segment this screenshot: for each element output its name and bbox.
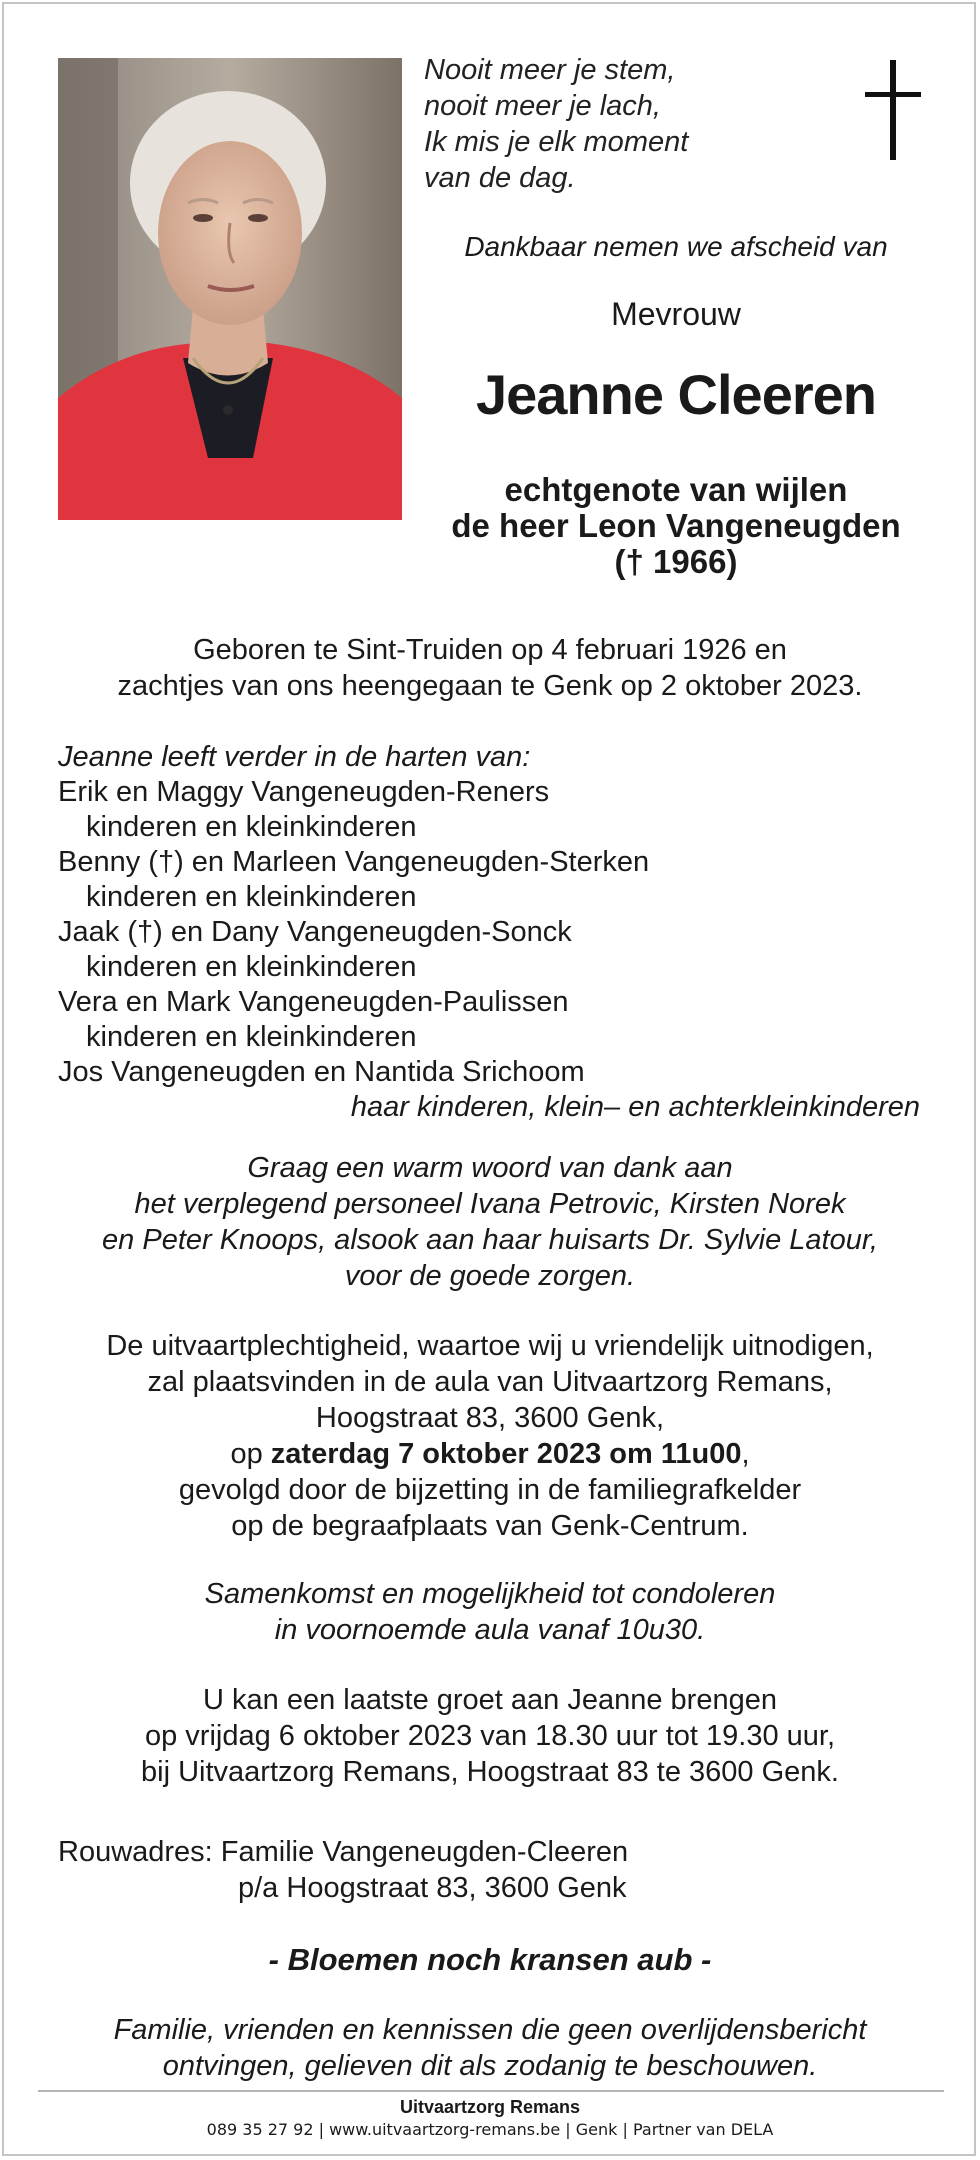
deceased-name: Jeanne Cleeren (476, 363, 876, 426)
poem-line: nooit meer je lach, (424, 90, 661, 122)
greeting-line: bij Uitvaartzorg Remans, Hoogstraat 83 te 3600 Genk. (141, 1756, 839, 1788)
spouse-line: echtgenote van wijlen (504, 471, 848, 508)
notice-paragraph (40, 2012, 940, 2084)
family-list (58, 740, 938, 1125)
ceremony-date-suffix: , (741, 1438, 750, 1470)
ceremony-line: op de begraafplaats van Genk-Centrum. (231, 1510, 749, 1542)
family-entry: Benny (†) en Marleen Vangeneugden-Sterken (58, 846, 650, 878)
poem-line: Ik mis je elk moment (424, 126, 689, 158)
footer-divider (38, 2090, 944, 2092)
thanks-line: en Peter Knoops, alsook aan haar huisarts Dr. Sylvie Latour, (102, 1224, 878, 1256)
poem-line: van de dag. (424, 162, 576, 194)
family-entry-sub: kinderen en kleinkinderen (86, 811, 417, 843)
poem (424, 52, 804, 196)
family-entry: Vera en Mark Vangeneugden-Paulissen (58, 986, 569, 1018)
ceremony-line: gevolgd door de bijzetting in de familiegrafkelder (178, 1474, 802, 1506)
family-entry-sub: kinderen en kleinkinderen (86, 951, 417, 983)
poem-line: Nooit meer je stem, (424, 54, 676, 86)
title-word: Mevrouw (611, 296, 741, 332)
family-closing: haar kinderen, klein– en achterkleinkinderen (350, 1091, 920, 1123)
birth-death-info (40, 632, 940, 704)
address-line: p/a Hoogstraat 83, 3600 Genk (238, 1872, 627, 1904)
ceremony-line: Hoogstraat 83, 3600 Genk, (315, 1402, 665, 1434)
thanks-line: Graag een warm woord van dank aan (247, 1152, 733, 1184)
spouse-line: de heer Leon Vangeneugden (451, 507, 901, 544)
notice-line: ontvingen, gelieven dit als zodanig te beschouwen. (162, 2050, 818, 2082)
footer-contact-info: 089 35 27 92 | www.uitvaartzorg-remans.be | Genk | Partner van DELA (206, 2120, 774, 2139)
family-entry: Jos Vangeneugden en Nantida Srichoom (58, 1056, 585, 1088)
ceremony-date-line (40, 1436, 940, 1472)
footer-company-name: Uitvaartzorg Remans (399, 2097, 581, 2117)
mourning-address (58, 1834, 628, 1906)
spouse-line: († 1966) (614, 543, 738, 580)
thanks-line: het verplegend personeel Ivana Petrovic, Kirsten Norek (134, 1188, 846, 1220)
greeting-line: op vrijdag 6 oktober 2023 van 18.30 uur tot 19.30 uur, (144, 1720, 836, 1752)
family-intro: Jeanne leeft verder in de harten van: (58, 741, 531, 773)
birth-line: Geboren te Sint-Truiden op 4 februari 1926 en (193, 634, 787, 666)
ceremony-line: zal plaatsvinden in de aula van Uitvaartzorg Remans, (147, 1366, 833, 1398)
address-line: Rouwadres: Familie Vangeneugden-Cleeren (58, 1836, 629, 1868)
family-entry-sub: kinderen en kleinkinderen (86, 1021, 417, 1053)
greeting-line: U kan een laatste groet aan Jeanne brengen (203, 1684, 777, 1716)
family-entry: Erik en Maggy Vangeneugden-Reners (58, 776, 550, 808)
greeting-paragraph (40, 1682, 940, 1790)
flowers-note: - Bloemen noch kransen aub - (268, 1942, 712, 1977)
death-line: zachtjes van ons heengegaan te Genk op 2 oktober 2023. (117, 670, 863, 702)
ceremony-date: zaterdag 7 oktober 2023 om 11u00 (270, 1438, 742, 1470)
notice-line: Familie, vrienden en kennissen die geen overlijdensbericht (113, 2014, 867, 2046)
thanks-paragraph (40, 1150, 940, 1294)
ceremony-date-prefix: op (230, 1438, 271, 1470)
gathering-line: Samenkomst en mogelijkheid tot condoleren (204, 1578, 776, 1610)
family-entry: Jaak (†) en Dany Vangeneugden-Sonck (58, 916, 572, 948)
thanks-line: voor de goede zorgen. (344, 1260, 636, 1292)
gathering-paragraph (40, 1576, 940, 1648)
ceremony-paragraph (40, 1328, 940, 1544)
spouse-info (402, 472, 950, 580)
gathering-line: in voornoemde aula vanaf 10u30. (274, 1614, 706, 1646)
portrait-photo (58, 58, 402, 520)
cross-icon (865, 60, 921, 160)
ceremony-line: De uitvaartplechtigheid, waartoe wij u vriendelijk uitnodigen, (106, 1330, 874, 1362)
family-entry-sub: kinderen en kleinkinderen (86, 881, 417, 913)
farewell-line: Dankbaar nemen we afscheid van (464, 231, 888, 262)
